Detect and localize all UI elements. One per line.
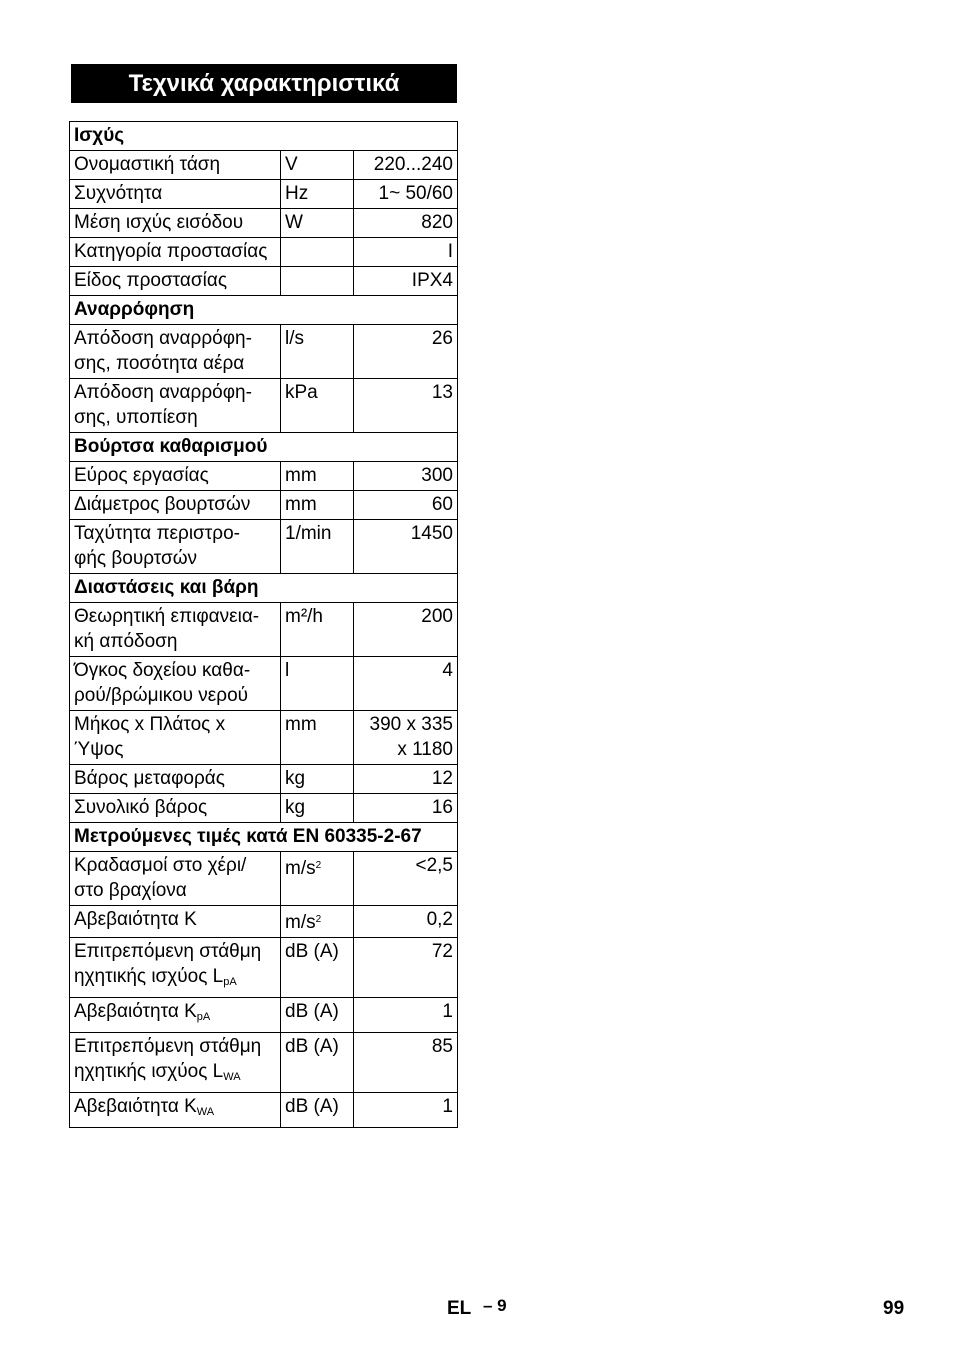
spec-value-cell	[354, 520, 458, 574]
spec-unit-cell	[281, 794, 354, 823]
section-heading: Αναρρόφηση	[70, 296, 458, 325]
spec-value: 1	[442, 1096, 453, 1117]
spec-unit-cell	[281, 238, 354, 267]
table-row	[70, 657, 458, 711]
table-row	[70, 711, 458, 765]
spec-name-cell	[70, 765, 281, 794]
spec-name: Εύρος εργασίας	[74, 465, 209, 486]
spec-name: Μέση ισχύς εισόδου	[74, 212, 244, 233]
spec-name: Συχνότητα	[74, 183, 163, 204]
spec-unit-cell	[281, 998, 354, 1033]
footer-language: EL	[447, 1298, 472, 1319]
spec-unit: dB (A)	[285, 1001, 339, 1022]
spec-unit-cell	[281, 180, 354, 209]
table-row	[70, 325, 458, 379]
spec-name: Θεωρητική επιφανεια- κή απόδοση	[74, 606, 260, 652]
spec-value: 820	[421, 212, 453, 233]
table-row	[70, 765, 458, 794]
spec-name: Επιτρεπόμενη στάθμη ηχητικής ισχύος L	[74, 1036, 262, 1082]
spec-unit-cell	[281, 520, 354, 574]
section-heading-row	[70, 823, 458, 852]
spec-value-cell	[354, 238, 458, 267]
spec-value: 60	[431, 494, 453, 515]
table-row	[70, 520, 458, 574]
specifications-table	[69, 121, 458, 1128]
spec-value-cell	[354, 180, 458, 209]
page-title: Τεχνικά χαρακτηριστικά	[71, 64, 457, 103]
spec-name: Μήκος x Πλάτος x Ύψος	[74, 714, 226, 760]
spec-name-subscript: pA	[223, 976, 237, 988]
spec-name-subscript: WA	[196, 1106, 215, 1118]
spec-value-cell	[354, 209, 458, 238]
spec-unit-cell	[281, 765, 354, 794]
table-row	[70, 1033, 458, 1093]
spec-value: 1~ 50/60	[378, 183, 453, 204]
spec-name: Είδος προστασίας	[74, 270, 227, 291]
spec-unit-cell	[281, 1093, 354, 1128]
spec-name: Αβεβαιότητα K	[74, 1096, 197, 1117]
spec-name-cell	[70, 1093, 281, 1128]
spec-unit: kg	[285, 768, 306, 789]
spec-name: Απόδοση αναρρόφη- σης, υποπίεση	[74, 382, 252, 428]
spec-unit-cell	[281, 852, 354, 906]
spec-value: 390 x 335 x 1180	[369, 714, 453, 760]
table-row	[70, 1093, 458, 1128]
spec-unit: mm	[285, 714, 317, 735]
spec-value: 4	[442, 660, 453, 681]
table-row	[70, 906, 458, 938]
spec-unit: Hz	[285, 183, 309, 204]
spec-name-cell	[70, 938, 281, 998]
table-row	[70, 491, 458, 520]
spec-unit: mm	[285, 465, 317, 486]
spec-value-cell	[354, 603, 458, 657]
spec-name: Ταχύτητα περιστρο- φής βουρτσών	[74, 523, 240, 569]
spec-name-cell	[70, 794, 281, 823]
spec-unit: dB (A)	[285, 941, 339, 962]
spec-unit: W	[285, 212, 303, 233]
spec-value: 16	[431, 797, 453, 818]
spec-unit-cell	[281, 603, 354, 657]
spec-value-cell	[354, 906, 458, 938]
section-heading: Ισχύς	[70, 122, 458, 151]
spec-value-cell	[354, 491, 458, 520]
section-heading-row	[70, 122, 458, 151]
spec-name-cell	[70, 151, 281, 180]
spec-name-cell	[70, 462, 281, 491]
spec-value-cell	[354, 938, 458, 998]
table-row	[70, 209, 458, 238]
spec-name-cell	[70, 852, 281, 906]
spec-value: 13	[431, 382, 453, 403]
spec-value: I	[447, 241, 453, 262]
spec-value-cell	[354, 151, 458, 180]
table-row	[70, 603, 458, 657]
spec-value: 1450	[410, 523, 453, 544]
section-heading: Μετρούμενες τιμές κατά EN 60335-2-67	[70, 823, 458, 852]
table-row	[70, 462, 458, 491]
spec-value: <2,5	[415, 855, 453, 876]
spec-unit: l	[285, 660, 290, 681]
spec-value: 72	[431, 941, 453, 962]
spec-unit: kPa	[285, 382, 318, 403]
spec-name-cell	[70, 998, 281, 1033]
spec-unit: m²/h	[285, 606, 323, 627]
table-row	[70, 238, 458, 267]
spec-name-cell	[70, 603, 281, 657]
spec-name: Ονομαστική τάση	[74, 154, 221, 175]
spec-name-cell	[70, 711, 281, 765]
spec-unit-cell	[281, 491, 354, 520]
spec-unit-cell	[281, 379, 354, 433]
spec-unit-superscript: 2	[315, 860, 322, 871]
spec-unit-cell	[281, 1033, 354, 1093]
spec-unit: V	[285, 154, 298, 175]
spec-value-cell	[354, 711, 458, 765]
spec-value-cell	[354, 1093, 458, 1128]
spec-value: IPX4	[411, 270, 453, 291]
spec-name-subscript: WA	[223, 1071, 241, 1083]
spec-value: 0,2	[426, 909, 453, 930]
spec-unit: m/s	[285, 912, 316, 933]
spec-name-cell	[70, 238, 281, 267]
spec-name: Αβεβαιότητα K	[74, 909, 197, 930]
spec-unit: m/s	[285, 858, 316, 879]
section-heading-row	[70, 296, 458, 325]
spec-value-cell	[354, 462, 458, 491]
spec-value-cell	[354, 852, 458, 906]
spec-value-cell	[354, 379, 458, 433]
spec-name: Κατηγορία προστασίας	[74, 241, 268, 262]
spec-unit-cell	[281, 462, 354, 491]
spec-name-cell	[70, 325, 281, 379]
spec-name-cell	[70, 267, 281, 296]
table-row	[70, 180, 458, 209]
spec-value: 12	[431, 768, 453, 789]
spec-name-cell	[70, 657, 281, 711]
spec-unit-cell	[281, 938, 354, 998]
spec-unit-cell	[281, 209, 354, 238]
spec-value-cell	[354, 794, 458, 823]
spec-value: 26	[431, 328, 453, 349]
spec-name: Όγκος δοχείου καθα- ρού/βρώμικου νερού	[74, 660, 251, 706]
spec-name: Επιτρεπόμενη στάθμη ηχητικής ισχύος L	[74, 941, 262, 987]
spec-value: 200	[421, 606, 453, 627]
spec-name-cell	[70, 520, 281, 574]
table-row	[70, 794, 458, 823]
spec-unit-cell	[281, 906, 354, 938]
spec-unit-cell	[281, 711, 354, 765]
spec-value-cell	[354, 765, 458, 794]
spec-name: Απόδοση αναρρόφη- σης, ποσότητα αέρα	[74, 328, 252, 374]
spec-unit-cell	[281, 267, 354, 296]
spec-name: Συνολικό βάρος	[74, 797, 208, 818]
section-heading-row	[70, 433, 458, 462]
spec-value-cell	[354, 267, 458, 296]
spec-value: 220...240	[373, 154, 453, 175]
spec-name: Αβεβαιότητα K	[74, 1001, 197, 1022]
table-row	[70, 852, 458, 906]
spec-name-cell	[70, 906, 281, 938]
spec-value: 300	[421, 465, 453, 486]
section-heading-row	[70, 574, 458, 603]
spec-name-cell	[70, 180, 281, 209]
spec-unit-superscript: 2	[315, 914, 322, 925]
footer-page-number: 99	[883, 1298, 905, 1319]
spec-name: Διάμετρος βουρτσών	[74, 494, 251, 515]
spec-name-cell	[70, 379, 281, 433]
spec-name-cell	[70, 209, 281, 238]
spec-name: Κραδασμοί στο χέρι/ στο βραχίονα	[74, 855, 247, 901]
footer-section-page: – 9	[483, 1296, 507, 1315]
spec-unit: l/s	[285, 328, 304, 349]
spec-value: 85	[431, 1036, 453, 1057]
spec-name-subscript: pA	[196, 1011, 211, 1023]
spec-unit-cell	[281, 151, 354, 180]
section-heading: Βούρτσα καθαρισμού	[70, 433, 458, 462]
spec-unit-cell	[281, 325, 354, 379]
table-row	[70, 379, 458, 433]
spec-name-cell	[70, 1033, 281, 1093]
spec-unit-cell	[281, 657, 354, 711]
table-row	[70, 267, 458, 296]
spec-value-cell	[354, 325, 458, 379]
spec-value-cell	[354, 998, 458, 1033]
spec-name-cell	[70, 491, 281, 520]
spec-name: Βάρος μεταφοράς	[74, 768, 225, 789]
spec-unit: mm	[285, 494, 317, 515]
spec-unit: dB (A)	[285, 1096, 339, 1117]
spec-value-cell	[354, 1033, 458, 1093]
table-row	[70, 998, 458, 1033]
spec-value: 1	[442, 1001, 453, 1022]
spec-unit: dB (A)	[285, 1036, 339, 1057]
table-row	[70, 938, 458, 998]
section-heading: Διαστάσεις και βάρη	[70, 574, 458, 603]
spec-unit: kg	[285, 797, 306, 818]
specifications-table-body	[70, 122, 458, 1128]
table-row	[70, 151, 458, 180]
spec-value-cell	[354, 657, 458, 711]
spec-unit: 1/min	[285, 523, 332, 544]
